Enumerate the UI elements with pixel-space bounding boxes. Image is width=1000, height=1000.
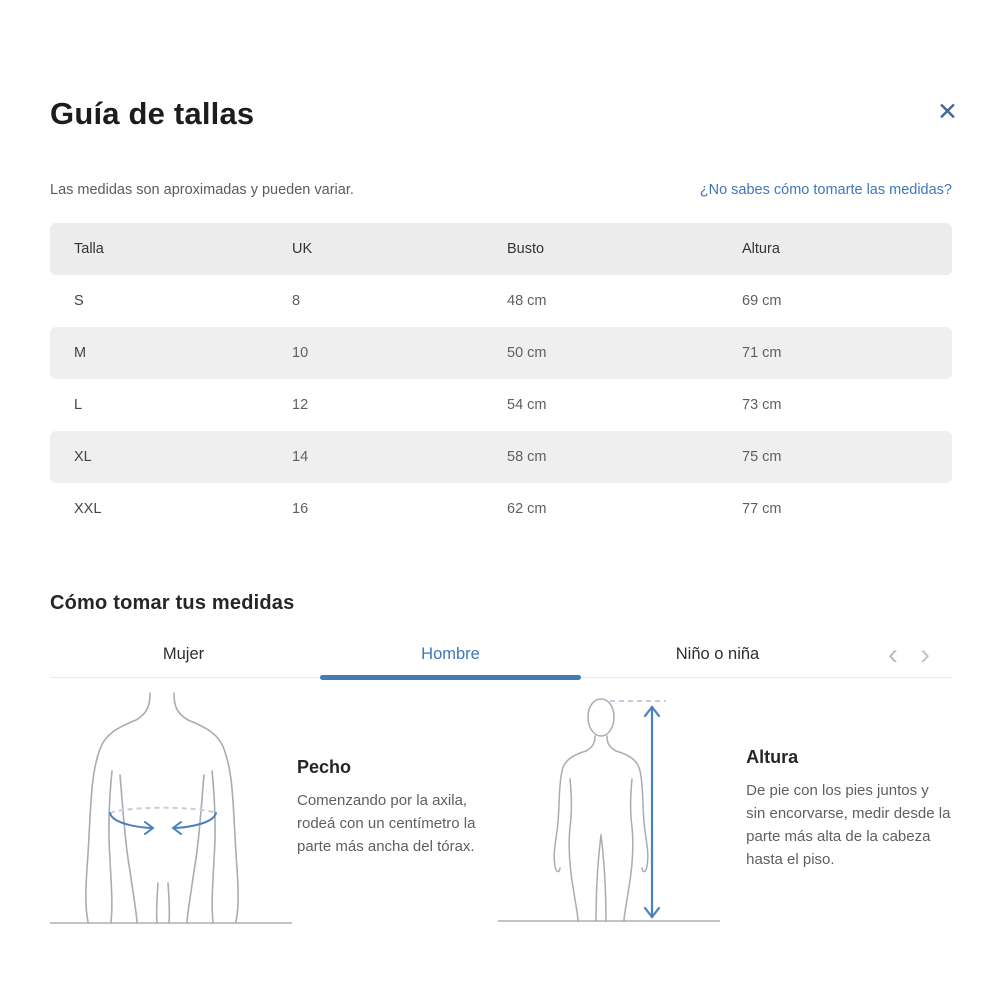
uk-value: 8 [292, 293, 301, 309]
tab-nino-o-nina[interactable]: Niño o niña [584, 632, 851, 677]
height-instruction [746, 747, 952, 872]
size-label: L [74, 397, 83, 413]
column-header-busto: Busto [507, 241, 545, 257]
height-arrow [645, 707, 659, 917]
chest-measure-illustration [50, 691, 292, 925]
chest-instruction [297, 757, 495, 859]
instruction-heading: Pecho [297, 757, 352, 777]
table-row [50, 483, 952, 535]
height-value: 77 cm [742, 501, 782, 517]
chevron-right-icon[interactable]: › [912, 638, 938, 672]
measure-help-link[interactable]: ¿No sabes cómo tomarte las medidas? [699, 182, 952, 198]
table-row [50, 327, 952, 379]
size-table-header [50, 223, 952, 275]
disclaimer-row [50, 182, 952, 198]
size-label: XL [74, 449, 92, 465]
table-row [50, 275, 952, 327]
tab-mujer[interactable]: Mujer [50, 632, 317, 677]
bust-value: 54 cm [507, 397, 547, 413]
height-measure-illustration [498, 691, 720, 925]
bust-value: 48 cm [507, 293, 547, 309]
modal-header [50, 96, 958, 132]
table-row [50, 431, 952, 483]
uk-value: 14 [292, 449, 309, 465]
close-button[interactable] [937, 100, 958, 125]
disclaimer-text: Las medidas son aproximadas y pueden variar. [50, 182, 354, 198]
column-header-uk: UK [292, 241, 313, 257]
size-label: XXL [74, 501, 102, 517]
measure-tabs [50, 632, 952, 678]
close-icon: ✕ [937, 98, 958, 126]
column-header-altura: Altura [742, 241, 780, 257]
measure-instructions [50, 691, 952, 925]
uk-value: 16 [292, 501, 309, 517]
height-value: 75 cm [742, 449, 782, 465]
size-table [50, 223, 952, 535]
uk-value: 10 [292, 345, 309, 361]
height-value: 73 cm [742, 397, 782, 413]
size-label: M [74, 345, 87, 361]
bust-value: 50 cm [507, 345, 547, 361]
tab-pagination [880, 638, 952, 672]
tab-hombre[interactable]: Hombre [317, 632, 584, 677]
instruction-heading: Altura [746, 747, 799, 767]
chevron-left-icon[interactable]: ‹ [880, 638, 906, 672]
size-label: S [74, 293, 84, 309]
page-title: Guía de tallas [50, 96, 255, 131]
section-title: Cómo tomar tus medidas [50, 592, 295, 614]
height-value: 69 cm [742, 293, 782, 309]
table-row [50, 379, 952, 431]
bust-value: 62 cm [507, 501, 547, 517]
instruction-text: Comenzando por la axila, rodeá con un centímetro la parte más ancha del tórax. [297, 792, 476, 855]
instruction-text: De pie con los pies juntos y sin encorvarse, medir desde la parte más alta de la cabeza hasta el piso. [746, 782, 951, 868]
uk-value: 12 [292, 397, 309, 413]
height-value: 71 cm [742, 345, 782, 361]
bust-value: 58 cm [507, 449, 547, 465]
column-header-talla: Talla [74, 241, 104, 257]
